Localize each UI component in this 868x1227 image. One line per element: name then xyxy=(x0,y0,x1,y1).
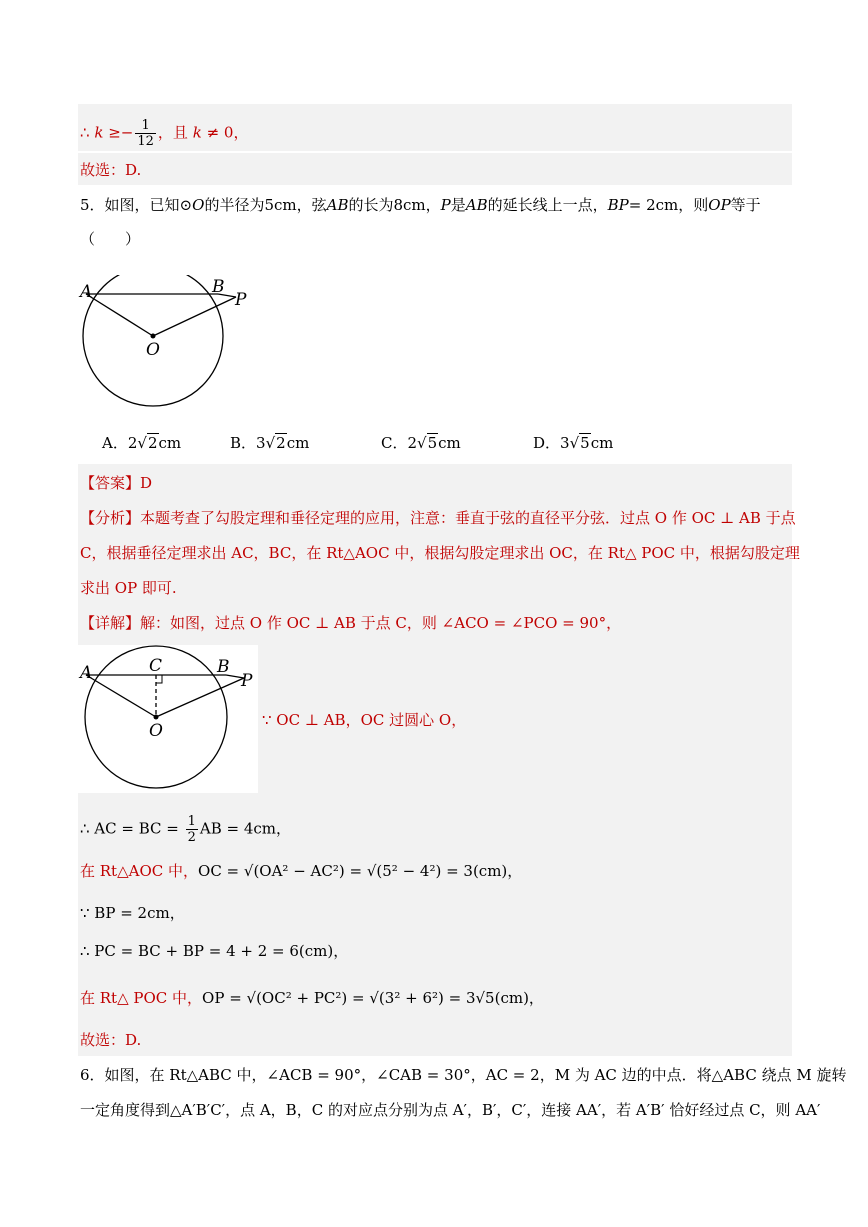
circle-figure-question xyxy=(78,275,258,415)
label-A: A xyxy=(80,282,93,302)
answer-line: 【答案】D xyxy=(80,474,153,492)
question-6-line-2: 一定角度得到△A′B′C′，点 A，B，C 的对应点分别为点 A′，B′，C′，连接 AA′，若 A′B′ 恰好经过点 C，则 AA′ xyxy=(80,1101,821,1119)
detail-step-1: ∴ AC = BC = $\frac{1}{2}$ AB = 4cm， xyxy=(80,814,292,845)
question-5-paren: （ ） xyxy=(80,230,141,248)
option-c[interactable]: C．2√5cm xyxy=(381,434,461,452)
label-B-2: B xyxy=(217,657,230,677)
fraction-half: $\frac{1}{2}$ xyxy=(187,814,196,845)
label-O-2: O xyxy=(149,721,163,741)
choice-line-top: 故选：D. xyxy=(80,161,142,179)
label-P: P xyxy=(235,290,247,310)
label-O: O xyxy=(146,340,160,360)
label-C-2: C xyxy=(149,656,163,676)
detail-because-1: ∵ OC ⊥ AB，OC 过圆心 O， xyxy=(262,711,467,729)
label-P-2: P xyxy=(241,671,253,691)
label-A-2: A xyxy=(80,663,93,683)
detail-step-4: ∴ PC = BC + BP = 4 + 2 = 6(cm)， xyxy=(80,942,349,960)
detail-line-1: 【详解】解：如图，过点 O 作 OC ⊥ AB 于点 C，则 ∠ACO = ∠PCO = 90°， xyxy=(80,614,622,632)
solution-line-k: ∴ k ≥− $\frac{1}{12}$ ，且 k ≠ 0， xyxy=(80,118,249,149)
choice-band-top xyxy=(78,153,792,185)
label-B: B xyxy=(212,277,225,297)
choice-line-q5: 故选：D. xyxy=(80,1031,142,1049)
analysis-line-1: 【分析】本题考查了勾股定理和垂径定理的应用，注意：垂直于弦的直径平分弦．过点 O 作 OC ⊥ AB 于点 xyxy=(80,509,796,527)
circle-figure-solution xyxy=(78,645,258,793)
question-5-stem: 5．如图，已知⊙O的半径为5cm，弦AB的长为8cm，P是AB的延长线上一点，BP= 2cm，则OP等于 xyxy=(80,196,761,214)
analysis-line-3: 求出 OP 即可. xyxy=(80,579,177,597)
detail-step-5: 在 Rt△ POC 中，OP = √(OC² + PC²) = √(3² + 6²) = 3√5(cm)， xyxy=(80,989,544,1007)
option-d[interactable]: D．3√5cm xyxy=(533,434,614,452)
analysis-line-2: C，根据垂径定理求出 AC，BC，在 Rt△AOC 中，根据勾股定理求出 OC，在 Rt△ POC 中，根据勾股定理 xyxy=(80,544,800,562)
detail-step-3: ∵ BP = 2cm， xyxy=(80,904,185,922)
question-6-line-1: 6．如图，在 Rt△ABC 中，∠ACB = 90°，∠CAB = 30°，AC = 2，M 为 AC 边的中点．将△ABC 绕点 M 旋转 xyxy=(80,1066,847,1084)
detail-step-2: 在 Rt△AOC 中，OC = √(OA² − AC²) = √(5² − 4²) = 3(cm)， xyxy=(80,862,523,880)
option-b[interactable]: B．3√2cm xyxy=(230,434,310,452)
fraction: $\frac{1}{12}$ xyxy=(137,118,154,149)
option-a[interactable]: A．2√2cm xyxy=(102,434,182,452)
